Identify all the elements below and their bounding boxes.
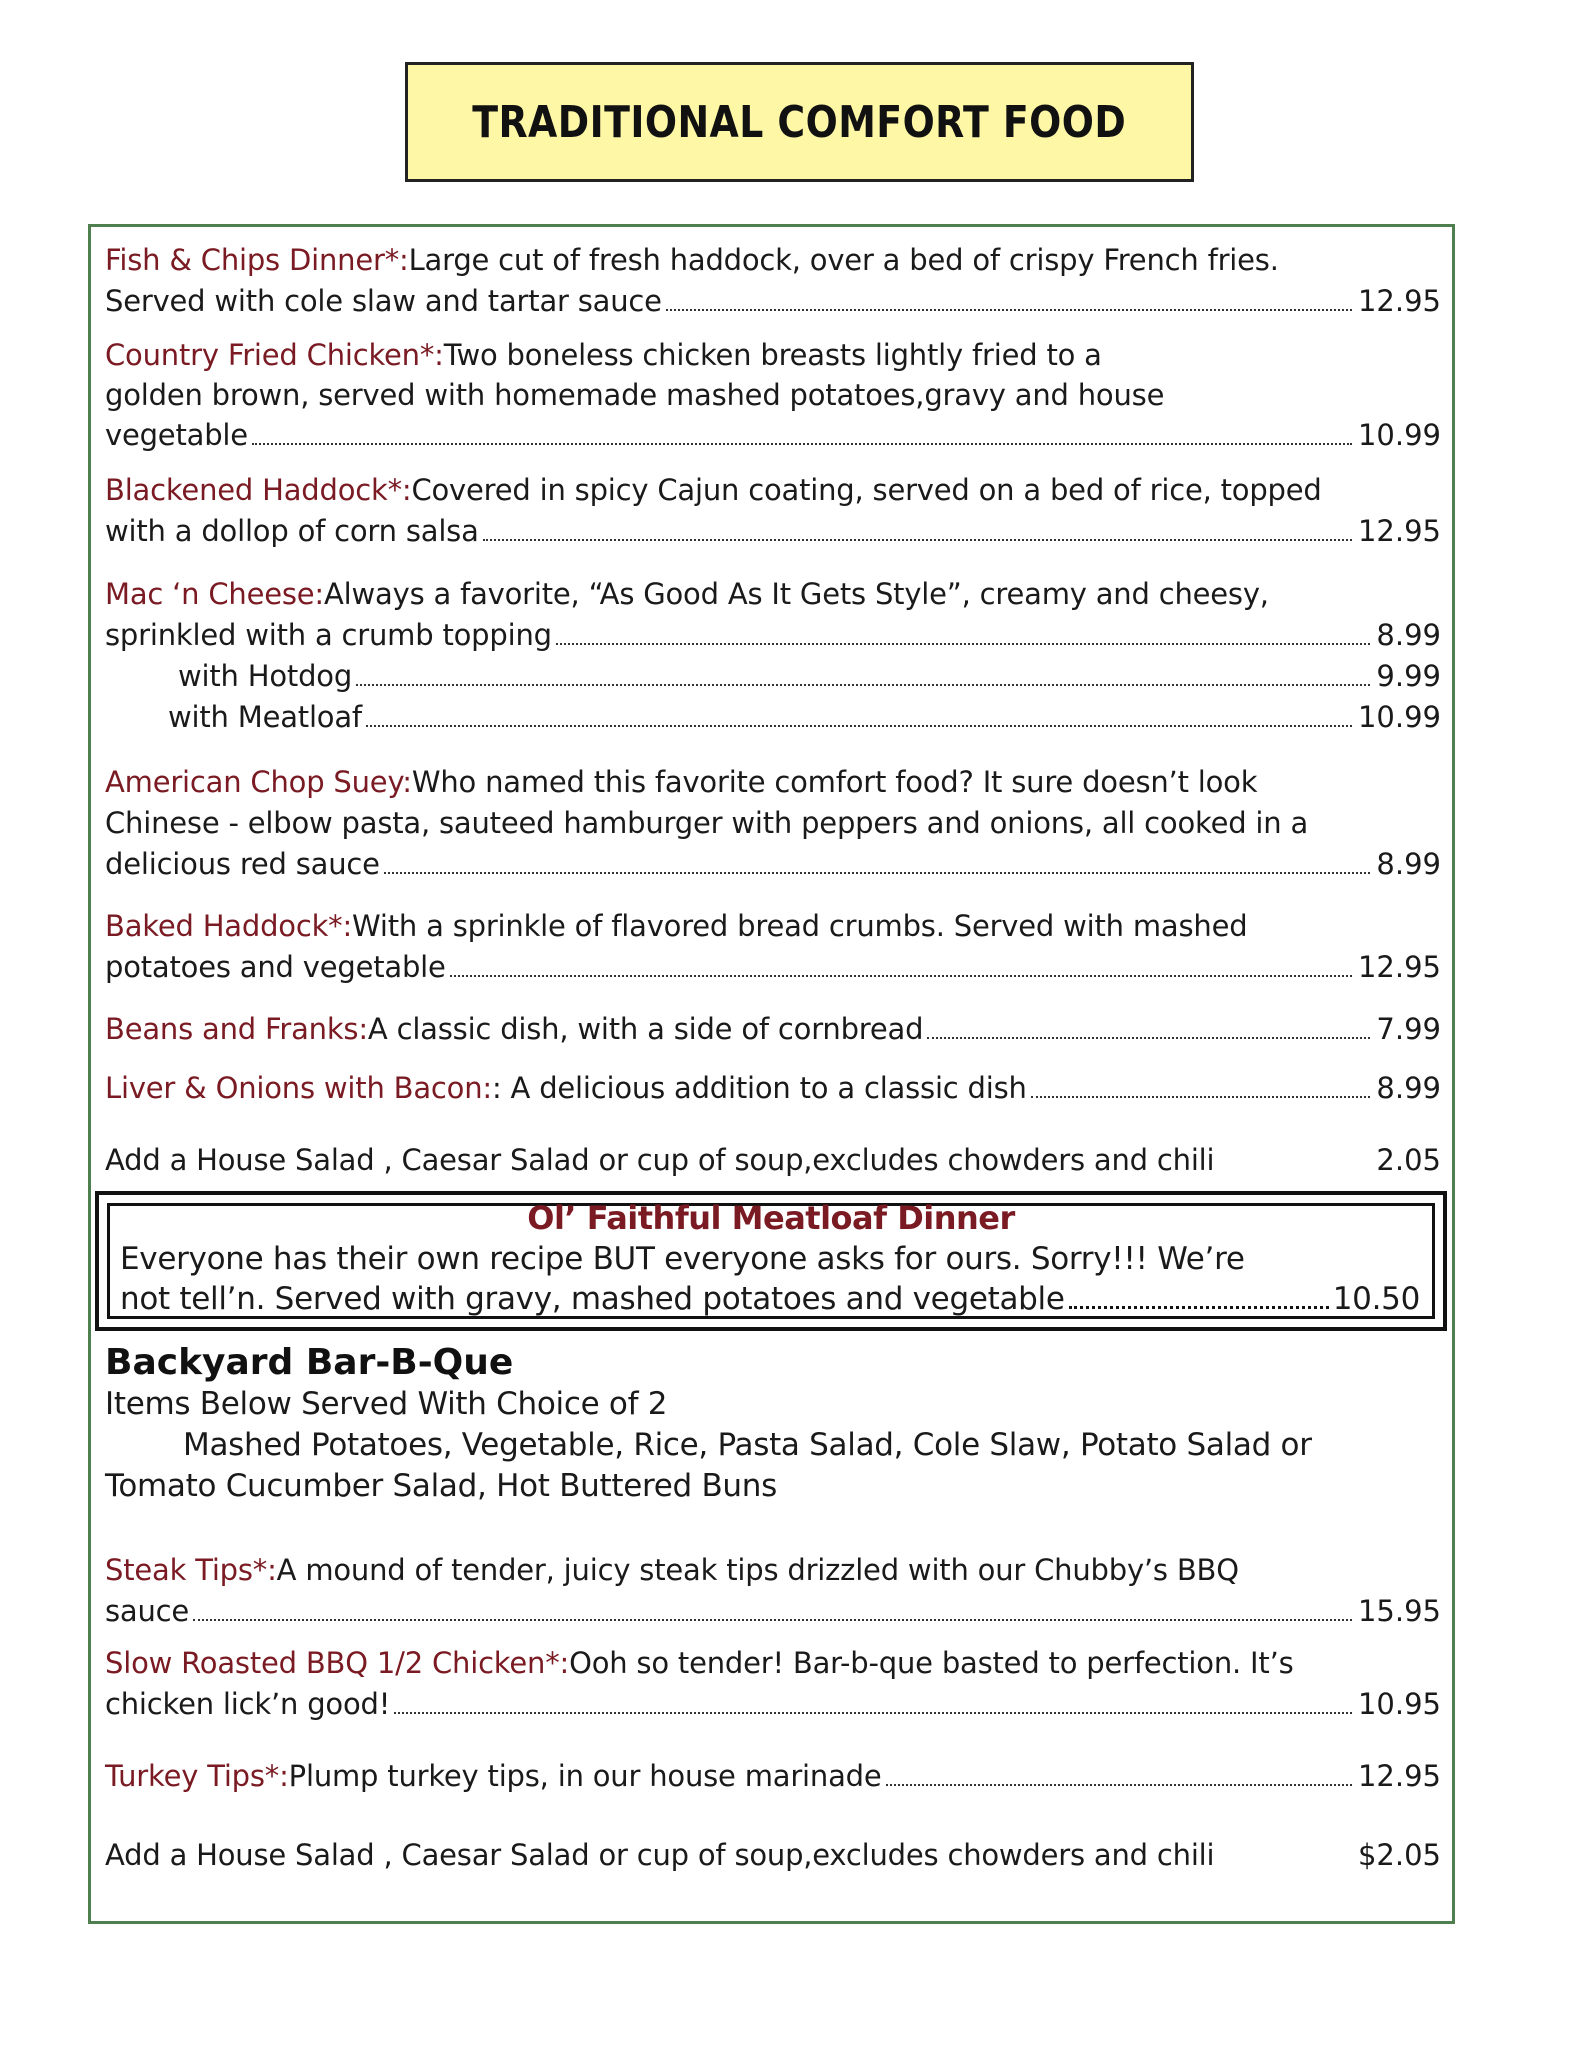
- item-description: With a sprinkle of flavored bread crumbs. Served with mashed: [352, 909, 1248, 943]
- menu-item-steak-tips-cont: [105, 1591, 1441, 1631]
- menu-item-american-chop-suey-cont2: [105, 844, 1441, 884]
- menu-item-steak-tips: [105, 1550, 1441, 1590]
- item-description: Covered in spicy Cajun coating, served on a bed of rice, topped: [411, 473, 1322, 507]
- menu-item-mac-n-cheese: [105, 574, 1441, 614]
- item-description: golden brown, served with homemade mashed potatoes,gravy and house: [105, 378, 1165, 412]
- item-price: 8.99: [1376, 618, 1441, 652]
- item-name: Slow Roasted BBQ 1/2 Chicken*:: [105, 1646, 570, 1680]
- item-description: Two boneless chicken breasts lightly fried to a: [443, 338, 1102, 372]
- item-name: Blackened Haddock*:: [105, 473, 412, 507]
- menu-item-country-fried-chicken-cont: [105, 375, 1441, 415]
- menu-item-american-chop-suey-cont: [105, 803, 1441, 843]
- option-label: with Hotdog: [178, 659, 353, 693]
- item-description: A mound of tender, juicy steak tips drizzled with our Chubby’s BBQ: [276, 1553, 1239, 1587]
- dot-leader: [483, 539, 1352, 541]
- dot-leader: [394, 1712, 1352, 1714]
- addon-text: Add a House Salad , Caesar Salad or cup of soup,excludes chowders and chili: [105, 1838, 1215, 1872]
- dot-leader: [384, 872, 1371, 874]
- option-price: 10.99: [1357, 700, 1441, 734]
- item-name: Liver & Onions with Bacon:: [105, 1071, 492, 1105]
- dot-leader: [252, 443, 1352, 445]
- item-price: 12.95: [1357, 1759, 1441, 1793]
- menu-item-baked-haddock-cont: [105, 947, 1441, 987]
- meatloaf-price: 10.50: [1332, 1281, 1420, 1317]
- item-price: 15.95: [1357, 1594, 1441, 1628]
- item-description: Plump turkey tips, in our house marinade: [288, 1759, 882, 1793]
- dot-leader: [1031, 1096, 1371, 1098]
- menu-item-baked-haddock: [105, 906, 1441, 946]
- item-description: Large cut of fresh haddock, over a bed of crispy French fries.: [408, 243, 1279, 277]
- item-description: sauce: [105, 1594, 190, 1628]
- item-description: Chinese - elbow pasta, sauteed hamburger with peppers and onions, all cooked in a: [105, 806, 1309, 840]
- item-name: Baked Haddock*:: [105, 909, 353, 943]
- item-name: American Chop Suey:: [105, 765, 412, 799]
- dot-leader: [193, 1619, 1352, 1621]
- bbq-sides-intro: Items Below Served With Choice of 2: [105, 1386, 668, 1422]
- item-description: sprinkled with a crumb topping: [105, 618, 552, 652]
- menu-item-country-fried-chicken: [105, 335, 1441, 375]
- menu-title: TRADITIONAL COMFORT FOOD: [472, 96, 1127, 148]
- addon-salad-soup-bbq: [105, 1835, 1441, 1875]
- menu-item-bbq-chicken-cont: [105, 1684, 1441, 1724]
- item-description: with a dollop of corn salsa: [105, 514, 479, 548]
- item-description: Always a favorite, “As Good As It Gets Style”, creamy and cheesy,: [324, 577, 1269, 611]
- item-description: Served with cole slaw and tartar sauce: [105, 284, 662, 318]
- bbq-sides-list: Mashed Potatoes, Vegetable, Rice, Pasta Salad, Cole Slaw, Potato Salad or: [183, 1427, 1312, 1463]
- item-description: A classic dish, with a side of cornbread: [367, 1012, 924, 1046]
- item-price: 7.99: [1376, 1012, 1441, 1046]
- menu-item-blackened-haddock: [105, 470, 1441, 510]
- item-name: Fish & Chips Dinner*:: [105, 243, 409, 277]
- meatloaf-description: not tell’n. Served with gravy, mashed potatoes and vegetable: [120, 1281, 1065, 1317]
- menu-item-blackened-haddock-cont: [105, 511, 1441, 551]
- addon-text: Add a House Salad , Caesar Salad or cup of soup,excludes chowders and chili: [105, 1143, 1215, 1177]
- meatloaf-desc-line1: [120, 1239, 1420, 1279]
- item-name: Steak Tips*:: [105, 1553, 277, 1587]
- item-price: 10.95: [1357, 1687, 1441, 1721]
- item-description: Who named this favorite comfort food? It sure doesn’t look: [411, 765, 1258, 799]
- item-description: vegetable: [105, 418, 248, 452]
- menu-item-mac-n-cheese-cont: [105, 615, 1441, 655]
- item-description: potatoes and vegetable: [105, 950, 446, 984]
- item-description: chicken lick’n good!: [105, 1687, 391, 1721]
- item-price: 12.95: [1357, 514, 1441, 548]
- addon-price: 2.05: [1376, 1143, 1441, 1177]
- item-price: 12.95: [1357, 950, 1441, 984]
- dot-leader: [366, 725, 1352, 727]
- menu-option-meatloaf: [168, 697, 1441, 737]
- item-name: Country Fried Chicken*:: [105, 338, 444, 372]
- option-label: with Meatloaf: [168, 700, 362, 734]
- menu-item-bbq-chicken: [105, 1643, 1441, 1683]
- option-price: 9.99: [1376, 659, 1441, 693]
- bbq-section-heading: Backyard Bar-B-Que: [105, 1342, 514, 1383]
- menu-item-beans-and-franks: [105, 1009, 1441, 1049]
- dot-leader: [450, 975, 1352, 977]
- dot-leader: [666, 309, 1352, 311]
- dot-leader: [1069, 1306, 1329, 1309]
- menu-option-hotdog: [178, 656, 1441, 696]
- item-description: Ooh so tender! Bar-b-que basted to perfection. It’s: [569, 1646, 1294, 1680]
- menu-item-american-chop-suey: [105, 762, 1441, 802]
- item-price: 12.95: [1357, 284, 1441, 318]
- dot-leader: [556, 643, 1371, 645]
- bbq-sides-list-cont: Tomato Cucumber Salad, Hot Buttered Buns: [105, 1468, 777, 1504]
- menu-item-country-fried-chicken-cont2: [105, 415, 1441, 455]
- menu-item-liver-onions: [105, 1068, 1441, 1108]
- item-name: Turkey Tips*:: [105, 1759, 289, 1793]
- item-description: : A delicious addition to a classic dish: [491, 1071, 1027, 1105]
- item-price: 8.99: [1376, 1071, 1441, 1105]
- dot-leader: [927, 1037, 1370, 1039]
- item-price: 8.99: [1376, 847, 1441, 881]
- addon-price: $2.05: [1357, 1838, 1441, 1872]
- menu-item-turkey-tips: [105, 1756, 1441, 1796]
- dot-leader: [356, 684, 1370, 686]
- item-name: Mac ‘n Cheese:: [105, 577, 325, 611]
- meatloaf-title: Ol’ Faithful Meatloaf Dinner: [527, 1199, 1015, 1237]
- item-description: delicious red sauce: [105, 847, 380, 881]
- item-price: 10.99: [1357, 418, 1441, 452]
- menu-item-fish-chips: [105, 240, 1441, 280]
- meatloaf-desc-line2: [120, 1279, 1420, 1319]
- menu-title-box: [405, 62, 1194, 182]
- item-name: Beans and Franks:: [105, 1012, 368, 1046]
- dot-leader: [886, 1784, 1352, 1786]
- addon-salad-soup: [105, 1140, 1441, 1180]
- meatloaf-description: Everyone has their own recipe BUT everyone asks for ours. Sorry!!! We’re: [120, 1241, 1245, 1277]
- menu-item-fish-chips-cont: [105, 281, 1441, 321]
